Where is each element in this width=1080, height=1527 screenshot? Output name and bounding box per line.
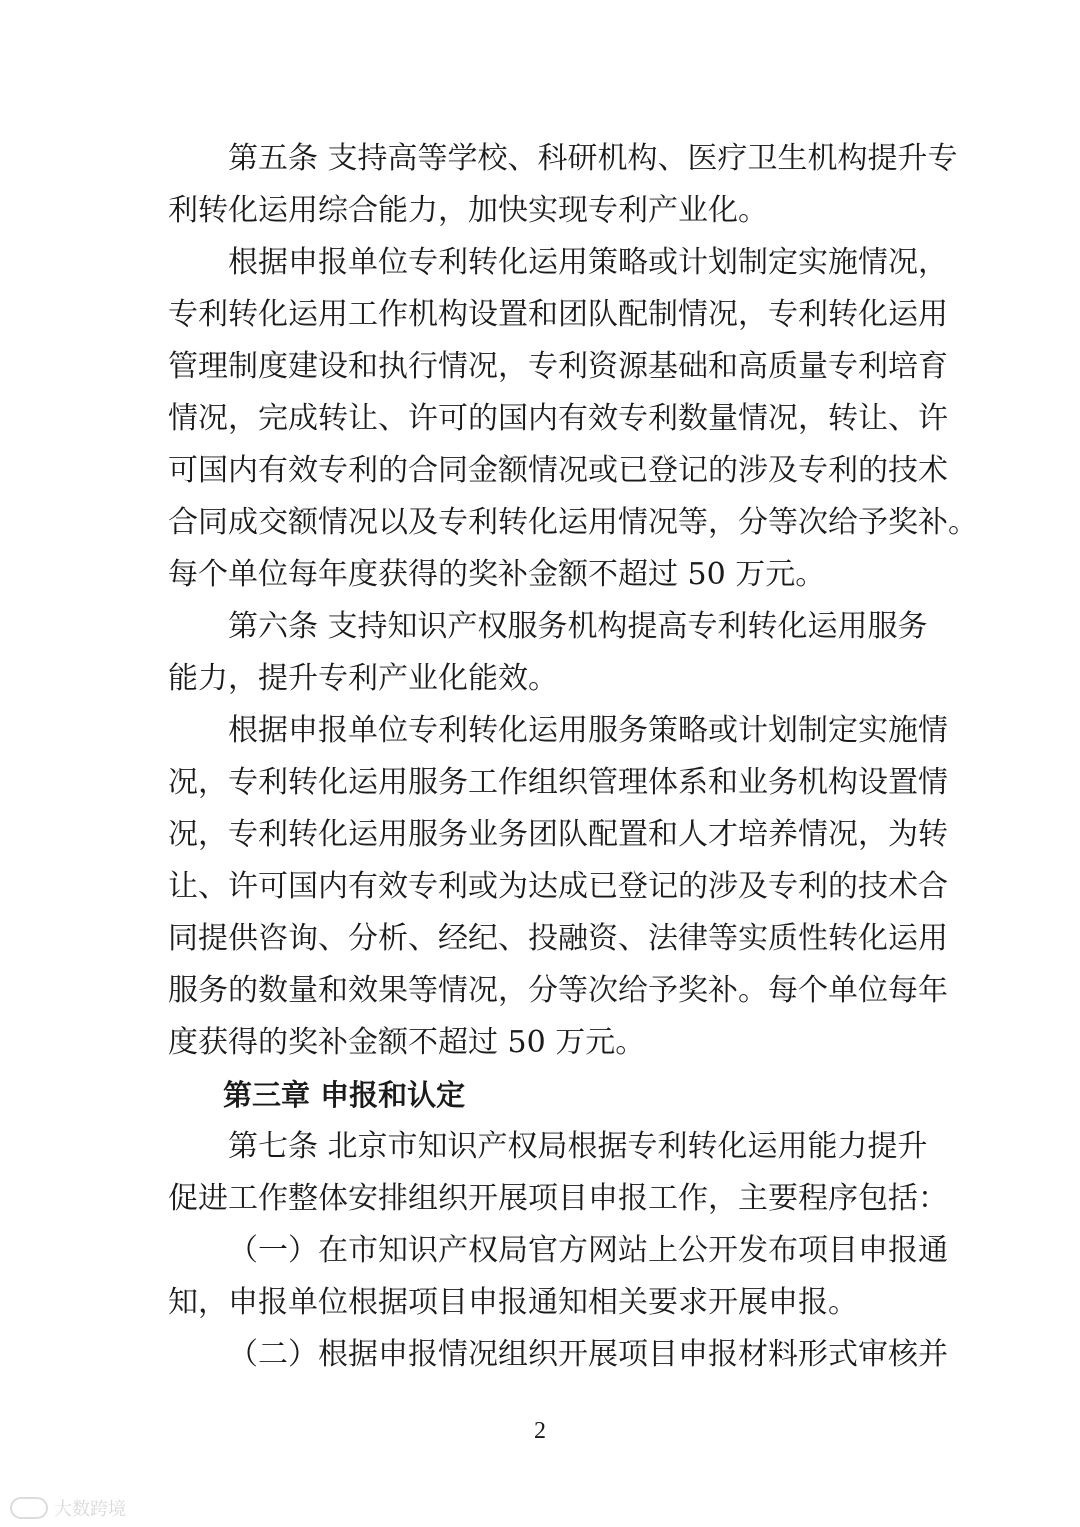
- paragraph-line: 合同成交额情况以及专利转化运用情况等，分等次给予奖补。: [168, 505, 978, 540]
- watermark-text: 大数跨境: [54, 1499, 126, 1520]
- page-number: 2: [534, 1418, 546, 1444]
- paragraph-line: 况，专利转化运用服务业务团队配置和人才培养情况，为转: [168, 817, 948, 852]
- paragraph-line: 可国内有效专利的合同金额情况或已登记的涉及专利的技术: [168, 453, 948, 488]
- watermark-logo-icon: [10, 1497, 48, 1519]
- paragraph-line: 利转化运用综合能力，加快实现专利产业化。: [168, 193, 768, 228]
- chapter-heading: 第三章 申报和认定: [223, 1078, 466, 1112]
- paragraph-line: 让、许可国内有效专利或为达成已登记的涉及专利的技术合: [168, 869, 948, 904]
- document-body: [168, 133, 978, 1381]
- paragraph-line: 第七条 北京市知识产权局根据专利转化运用能力提升: [228, 1129, 928, 1164]
- paragraph-line: （二）根据申报情况组织开展项目申报材料形式审核并: [228, 1337, 948, 1372]
- paragraph-line: 专利转化运用工作机构设置和团队配制情况，专利转化运用: [168, 297, 948, 332]
- paragraph-line: 度获得的奖补金额不超过 50 万元。: [168, 1025, 646, 1060]
- paragraph-line: 每个单位每年度获得的奖补金额不超过 50 万元。: [168, 557, 826, 592]
- paragraph-line: 情况，完成转让、许可的国内有效专利数量情况，转让、许: [168, 401, 948, 436]
- paragraph-line: 促进工作整体安排组织开展项目申报工作，主要程序包括：: [168, 1181, 948, 1216]
- paragraph-line: 根据申报单位专利转化运用服务策略或计划制定实施情: [228, 713, 948, 748]
- paragraph-line: 能力，提升专利产业化能效。: [168, 661, 558, 696]
- paragraph-line: 况，专利转化运用服务工作组织管理体系和业务机构设置情: [168, 765, 948, 800]
- paragraph-line: 第五条 支持高等学校、科研机构、医疗卫生机构提升专: [228, 141, 958, 176]
- paragraph-line: 知，申报单位根据项目申报通知相关要求开展申报。: [168, 1285, 858, 1320]
- watermark: [10, 1494, 126, 1522]
- paragraph-line: 根据申报单位专利转化运用策略或计划制定实施情况，: [228, 245, 948, 280]
- paragraph-line: 第六条 支持知识产权服务机构提高专利转化运用服务: [228, 609, 928, 644]
- paragraph-line: （一）在市知识产权局官方网站上公开发布项目申报通: [228, 1233, 948, 1268]
- paragraph-line: 同提供咨询、分析、经纪、投融资、法律等实质性转化运用: [168, 921, 948, 956]
- paragraph-line: 服务的数量和效果等情况，分等次给予奖补。每个单位每年: [168, 973, 948, 1008]
- paragraph-line: 管理制度建设和执行情况，专利资源基础和高质量专利培育: [168, 349, 948, 384]
